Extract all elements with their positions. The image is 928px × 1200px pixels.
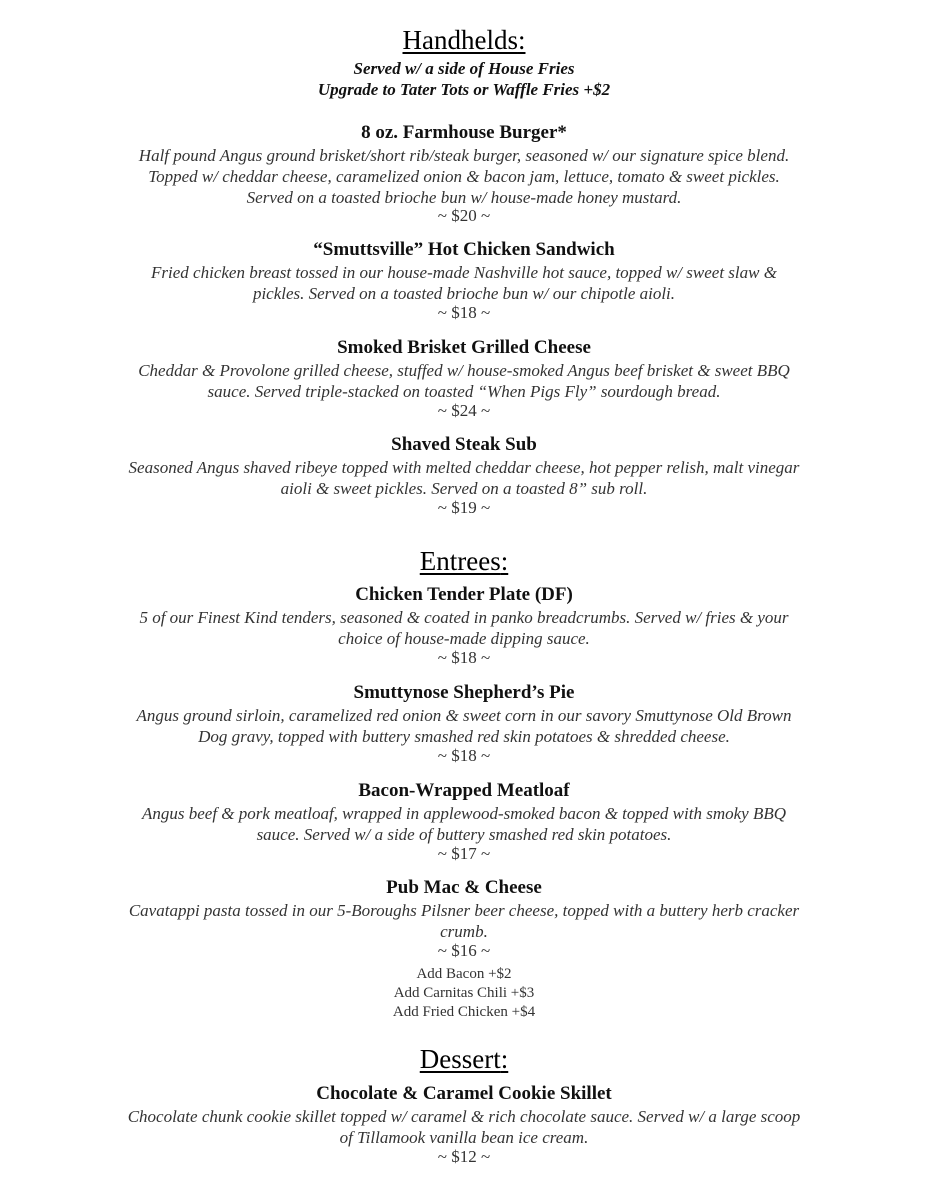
item-price-cookie-skillet: ~ $12 ~ — [437, 1147, 491, 1166]
addon-carnitas-chili: Add Carnitas Chili +$3 — [393, 985, 535, 1001]
section-title-entrees — [0, 545, 928, 577]
item-desc-cookie-skillet — [0, 1106, 928, 1148]
desc-line: Cheddar & Provolone grilled cheese, stuffed w/ house-smoked Angus beef brisket & sweet BBQ — [138, 361, 790, 380]
desc-line: Topped w/ cheddar cheese, caramelized onion & bacon jam, lettuce, tomato & sweet pickles. — [148, 167, 780, 186]
desc-line: 5 of our Finest Kind tenders, seasoned & coated in panko breadcrumbs. Served w/ fries & your — [139, 608, 789, 627]
section-title-text: Entrees — [419, 546, 501, 576]
item-name-hot-chicken-sandwich: “Smuttsville” Hot Chicken Sandwich — [313, 239, 615, 260]
desc-line: pickles. Served on a toasted brioche bun w/ our chipotle aioli. — [252, 284, 676, 303]
desc-line: Angus ground sirloin, caramelized red onion & sweet corn in our savory Smuttynose Old Brown — [136, 706, 792, 725]
item-price-bacon-wrapped-meatloaf: ~ $17 ~ — [437, 844, 491, 863]
item-price-hot-chicken-sandwich: ~ $18 ~ — [437, 303, 491, 322]
desc-line: Dog gravy, topped with buttery smashed red skin potatoes & shredded cheese. — [198, 727, 730, 746]
item-name-brisket-grilled-cheese: Smoked Brisket Grilled Cheese — [337, 337, 591, 358]
item-name-chicken-tender-plate: Chicken Tender Plate (DF) — [355, 584, 573, 605]
desc-line: Chocolate chunk cookie skillet topped w/ caramel & rich chocolate sauce. Served w/ a large scoop — [127, 1107, 801, 1126]
item-desc-shaved-steak-sub — [0, 457, 928, 499]
item-name-bacon-wrapped-meatloaf: Bacon-Wrapped Meatloaf — [358, 780, 570, 801]
desc-line: aioli & sweet pickles. Served on a toasted 8” sub roll. — [280, 479, 648, 498]
item-name-farmhouse-burger: 8 oz. Farmhouse Burger* — [361, 122, 567, 143]
section-title-colon: : — [500, 546, 509, 576]
desc-line: Fried chicken breast tossed in our house-made Nashville hot sauce, topped w/ sweet slaw & — [151, 263, 777, 282]
addon-fried-chicken: Add Fried Chicken +$4 — [392, 1004, 536, 1020]
item-desc-pub-mac-cheese — [0, 900, 928, 942]
section-title-dessert — [0, 1043, 928, 1075]
item-price-chicken-tender-plate: ~ $18 ~ — [437, 648, 491, 667]
item-name-shaved-steak-sub: Shaved Steak Sub — [391, 434, 537, 455]
handhelds-note-upgrade: Upgrade to Tater Tots or Waffle Fries +$2 — [317, 80, 611, 99]
item-name-pub-mac-cheese: Pub Mac & Cheese — [386, 877, 542, 898]
section-title-text: Dessert — [419, 1044, 501, 1074]
item-desc-chicken-tender-plate — [0, 607, 928, 649]
section-title-colon: : — [500, 1044, 509, 1074]
item-desc-hot-chicken-sandwich — [0, 262, 928, 304]
item-name-cookie-skillet: Chocolate & Caramel Cookie Skillet — [316, 1083, 612, 1104]
desc-line: Half pound Angus ground brisket/short rib/steak burger, seasoned w/ our signature spice blend. — [138, 146, 790, 165]
item-price-shaved-steak-sub: ~ $19 ~ — [437, 498, 491, 517]
desc-line: Served on a toasted brioche bun w/ house-made honey mustard. — [246, 188, 682, 207]
desc-line: crumb. — [440, 922, 488, 941]
item-name-shepherds-pie: Smuttynose Shepherd’s Pie — [353, 682, 575, 703]
item-desc-brisket-grilled-cheese — [0, 360, 928, 402]
item-price-shepherds-pie: ~ $18 ~ — [437, 746, 491, 765]
item-desc-farmhouse-burger — [0, 145, 928, 208]
desc-line: choice of house-made dipping sauce. — [338, 629, 590, 648]
desc-line: sauce. Served w/ a side of buttery smashed red skin potatoes. — [256, 825, 672, 844]
desc-line: of Tillamook vanilla bean ice cream. — [339, 1128, 589, 1147]
item-desc-shepherds-pie — [0, 705, 928, 747]
handhelds-note-sides: Served w/ a side of House Fries — [353, 59, 575, 78]
item-price-farmhouse-burger: ~ $20 ~ — [437, 206, 491, 225]
desc-line: Seasoned Angus shaved ribeye topped with melted cheddar cheese, hot pepper relish, malt vinegar — [128, 458, 800, 477]
desc-line: Cavatappi pasta tossed in our 5-Boroughs Pilsner beer cheese, topped with a buttery herb cracker — [128, 901, 800, 920]
section-title-colon: : — [517, 25, 526, 55]
item-price-pub-mac-cheese: ~ $16 ~ — [437, 941, 491, 960]
desc-line: Angus beef & pork meatloaf, wrapped in applewood-smoked bacon & topped with smoky BBQ — [141, 804, 787, 823]
addon-bacon: Add Bacon +$2 — [416, 966, 512, 982]
item-price-brisket-grilled-cheese: ~ $24 ~ — [437, 401, 491, 420]
section-title-text: Handhelds — [402, 25, 518, 55]
item-desc-bacon-wrapped-meatloaf — [0, 803, 928, 845]
desc-line: sauce. Served triple-stacked on toasted “When Pigs Fly” sourdough bread. — [207, 382, 721, 401]
section-title-handhelds — [0, 24, 928, 56]
